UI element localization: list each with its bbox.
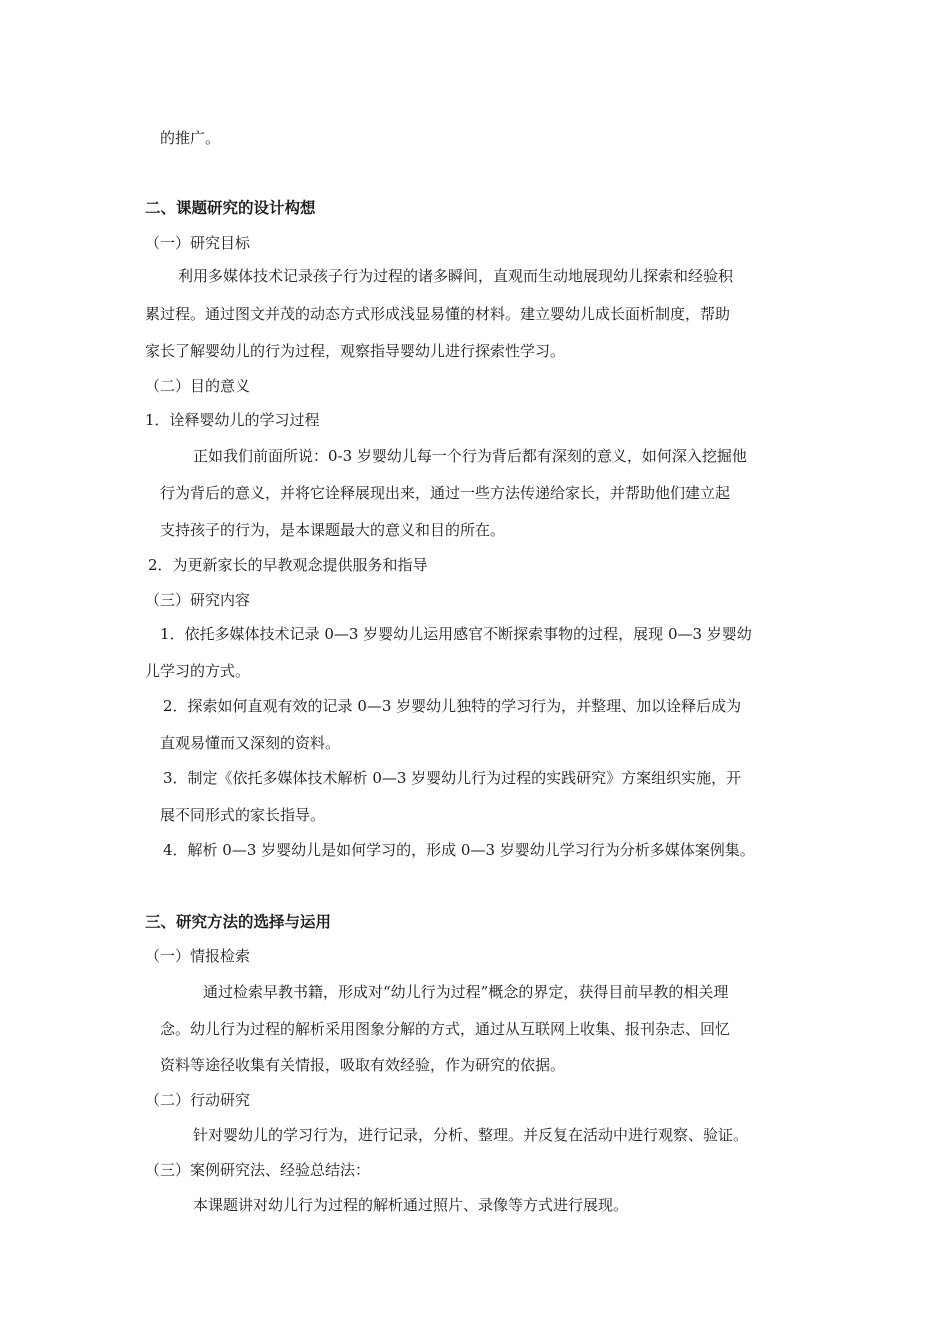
paragraph-line: 累过程。通过图文并茂的动态方式形成浅显易懂的材料。建立婴幼儿成长面析制度，帮助 bbox=[145, 305, 731, 323]
numbered-item: 3．制定《依托多媒体技术解析 0—3 岁婴幼儿行为过程的实践研究》方案组织实施，开 bbox=[163, 769, 742, 787]
numbered-item: 2．为更新家长的早教观念提供服务和指导 bbox=[148, 556, 428, 574]
paragraph-line: 通过检索早教书籍，形成对“幼儿行为过程”概念的界定，获得目前早教的相关理 bbox=[203, 983, 729, 1001]
paragraph-line: 展不同形式的家长指导。 bbox=[160, 806, 326, 824]
numbered-item: 2．探索如何直观有效的记录 0—3 岁婴幼儿独特的学习行为，并整理、加以诠释后成为 bbox=[163, 697, 742, 715]
subsection-heading: （二）目的意义 bbox=[145, 377, 251, 395]
paragraph-line: 正如我们前面所说：0-3 岁婴幼儿每一个行为背后都有深刻的意义，如何深入挖掘他 bbox=[193, 447, 747, 465]
paragraph-line: 资料等途径收集有关情报，吸取有效经验，作为研究的依据。 bbox=[160, 1056, 566, 1074]
subsection-heading: （一）研究目标 bbox=[145, 234, 251, 252]
paragraph-line: 支持孩子的行为，是本课题最大的意义和目的所在。 bbox=[160, 521, 506, 539]
section-heading: 三、研究方法的选择与运用 bbox=[145, 913, 332, 931]
numbered-item: 4．解析 0—3 岁婴幼儿是如何学习的，形成 0—3 岁婴幼儿学习行为分析多媒体案例集。 bbox=[163, 841, 755, 859]
subsection-heading: （三）案例研究法、经验总结法： bbox=[145, 1161, 371, 1179]
paragraph-line: 念。幼儿行为过程的解析采用图象分解的方式，通过从互联网上收集、报刊杂志、回忆 bbox=[160, 1020, 731, 1038]
numbered-item: 1．依托多媒体技术记录 0—3 岁婴幼儿运用感官不断探索事物的过程，展现 0—3 岁婴幼 bbox=[160, 625, 752, 643]
paragraph-line: 针对婴幼儿的学习行为，进行记录，分析、整理。并反复在活动中进行观察、验证。 bbox=[193, 1126, 749, 1144]
subsection-heading: （三）研究内容 bbox=[145, 591, 251, 609]
paragraph-line: 直观易懂而又深刻的资料。 bbox=[160, 734, 341, 752]
paragraph-line: 家长了解婴幼儿的行为过程，观察指导婴幼儿进行探索性学习。 bbox=[145, 342, 566, 360]
paragraph-line: 本课题讲对幼儿行为过程的解析通过照片、录像等方式进行展现。 bbox=[193, 1196, 629, 1214]
subsection-heading: （一）情报检索 bbox=[145, 947, 251, 965]
numbered-item: 1．诠释婴幼儿的学习过程 bbox=[145, 411, 320, 429]
subsection-heading: （二）行动研究 bbox=[145, 1091, 251, 1109]
paragraph-line: 利用多媒体技术记录孩子行为过程的诸多瞬间，直观而生动地展现幼儿探索和经验积 bbox=[178, 267, 734, 285]
paragraph-line: 的推广。 bbox=[160, 129, 221, 147]
paragraph-line: 行为背后的意义，并将它诠释展现出来，通过一些方法传递给家长，并帮助他们建立起 bbox=[160, 484, 731, 502]
paragraph-line: 儿学习的方式。 bbox=[145, 662, 251, 680]
section-heading: 二、课题研究的设计构想 bbox=[145, 199, 316, 217]
